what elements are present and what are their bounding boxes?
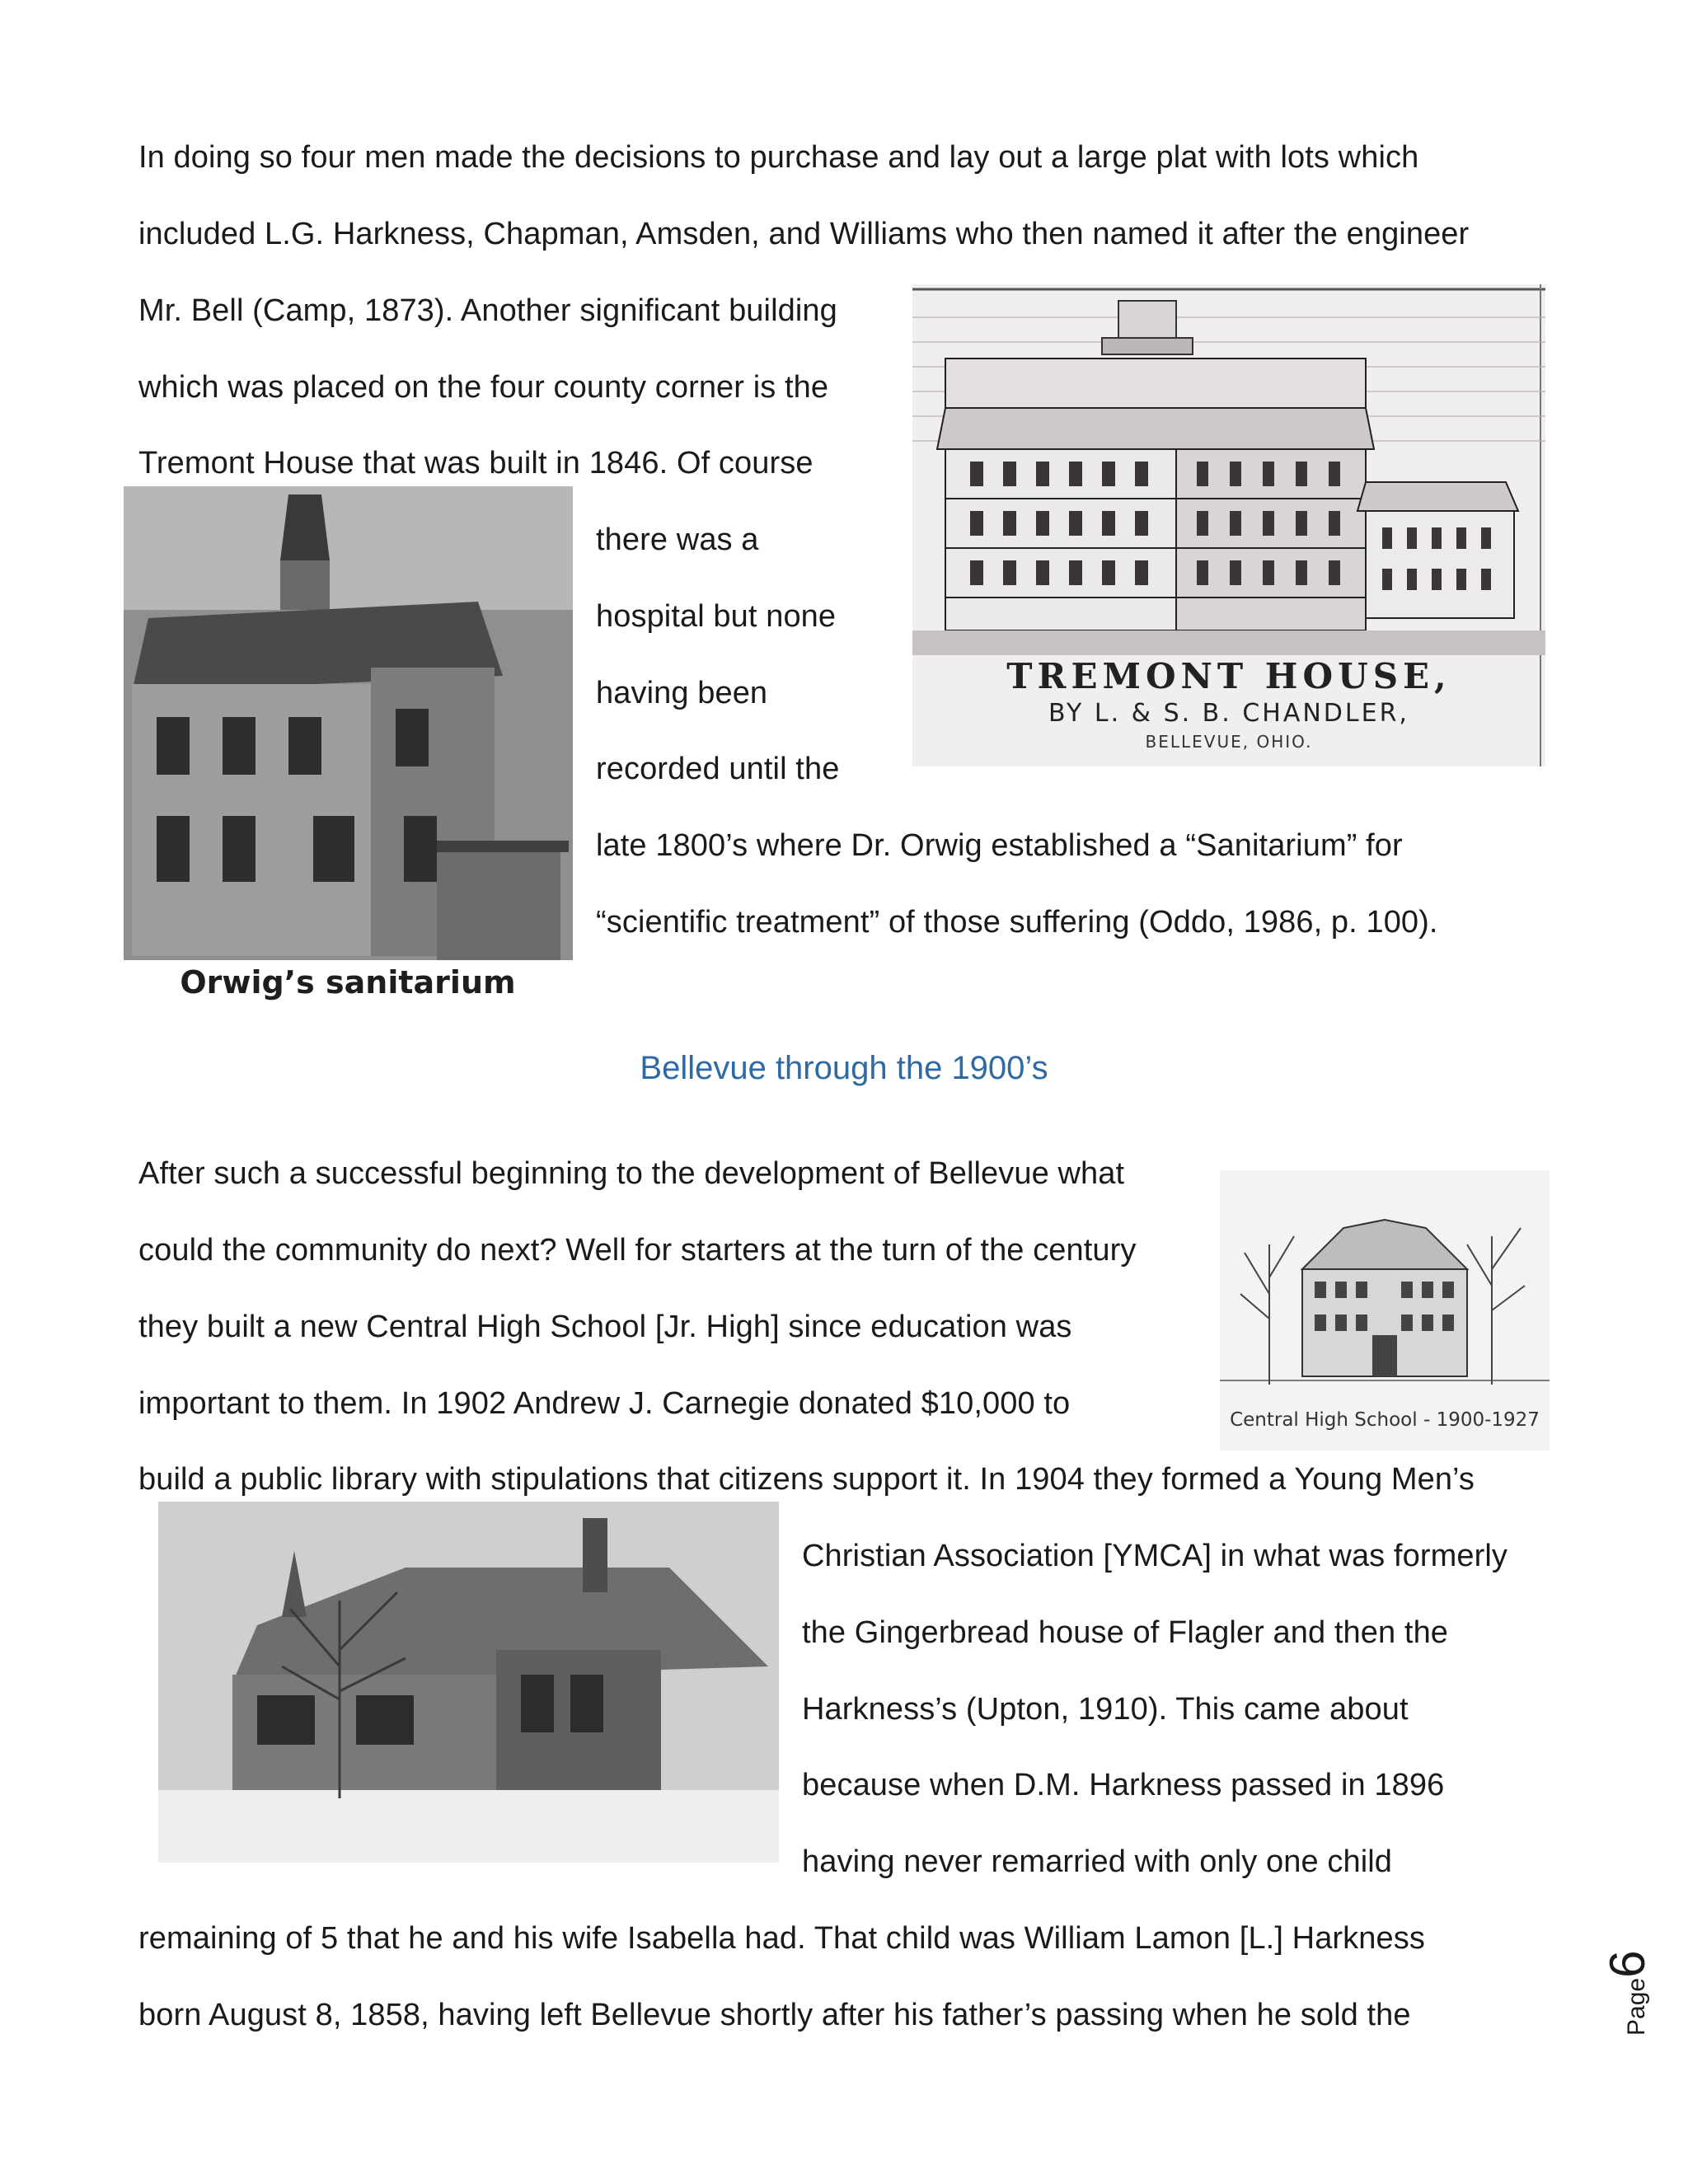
orwig-sanitarium-photo [124,486,573,1005]
body-line: build a public library with stipulations that citizens support it. In 1904 they formed a Young Men’s [138,1462,1475,1497]
central-high-school-sketch [1220,1170,1550,1451]
body-line: Tremont House that was built in 1846. Of course [138,446,814,480]
body-line: In doing so four men made the decisions to purchase and lay out a large plat with lots which [138,140,1419,175]
body-line: they built a new Central High School [Jr. High] since education was [138,1310,1072,1344]
body-line: Harkness’s (Upton, 1910). This came about [802,1692,1409,1727]
body-line: recorded until the [596,752,840,786]
body-line: there was a [596,523,759,557]
body-line: the Gingerbread house of Flagler and then the [802,1615,1449,1650]
body-line: could the community do next? Well for starters at the turn of the century [138,1233,1137,1268]
page-number-label [1599,1937,1665,2036]
body-line: “scientific treatment” of those suffering (Oddo, 1986, p. 100). [596,905,1438,940]
body-line: which was placed on the four county corner is the [138,370,829,405]
body-line: because when D.M. Harkness passed in 1896 [802,1768,1445,1802]
body-line: Mr. Bell (Camp, 1873). Another significant building [138,293,837,328]
page-number: 6 [1600,1950,1655,1978]
tremont-house-engraving [912,284,1545,766]
body-line: included L.G. Harkness, Chapman, Amsden, and Williams who then named it after the engineer [138,217,1470,251]
body-line: born August 8, 1858, having left Bellevue shortly after his father’s passing when he sold the [138,1998,1411,2032]
body-line: important to them. In 1902 Andrew J. Carnegie donated $10,000 to [138,1386,1071,1421]
school-caption: Central High School - 1900-1927 [1230,1409,1540,1431]
body-line: hospital but none [596,599,837,634]
section-heading: Bellevue through the 1900’s [640,1050,1048,1086]
body-line: After such a successful beginning to the development of Bellevue what [138,1156,1125,1191]
tremont-engraving-title: TREMONT HOUSE, [1006,656,1451,696]
body-line: late 1800’s where Dr. Orwig established a “Sanitarium” for [596,828,1403,863]
body-line: Christian Association [YMCA] in what was formerly [802,1539,1507,1573]
page-label: Page [1623,1977,1650,2036]
body-line: remaining of 5 that he and his wife Isabella had. That child was William Lamon [L.] Harkness [138,1921,1425,1956]
gingerbread-house-photo [158,1502,779,1863]
tremont-engraving-location: BELLEVUE, OHIO. [1145,732,1313,752]
body-line: having never remarried with only one child [802,1844,1393,1879]
orwig-caption: Orwig’s sanitarium [180,964,516,1001]
body-line: having been [596,676,768,710]
tremont-engraving-subtitle: BY L. & S. B. CHANDLER, [1048,699,1409,728]
